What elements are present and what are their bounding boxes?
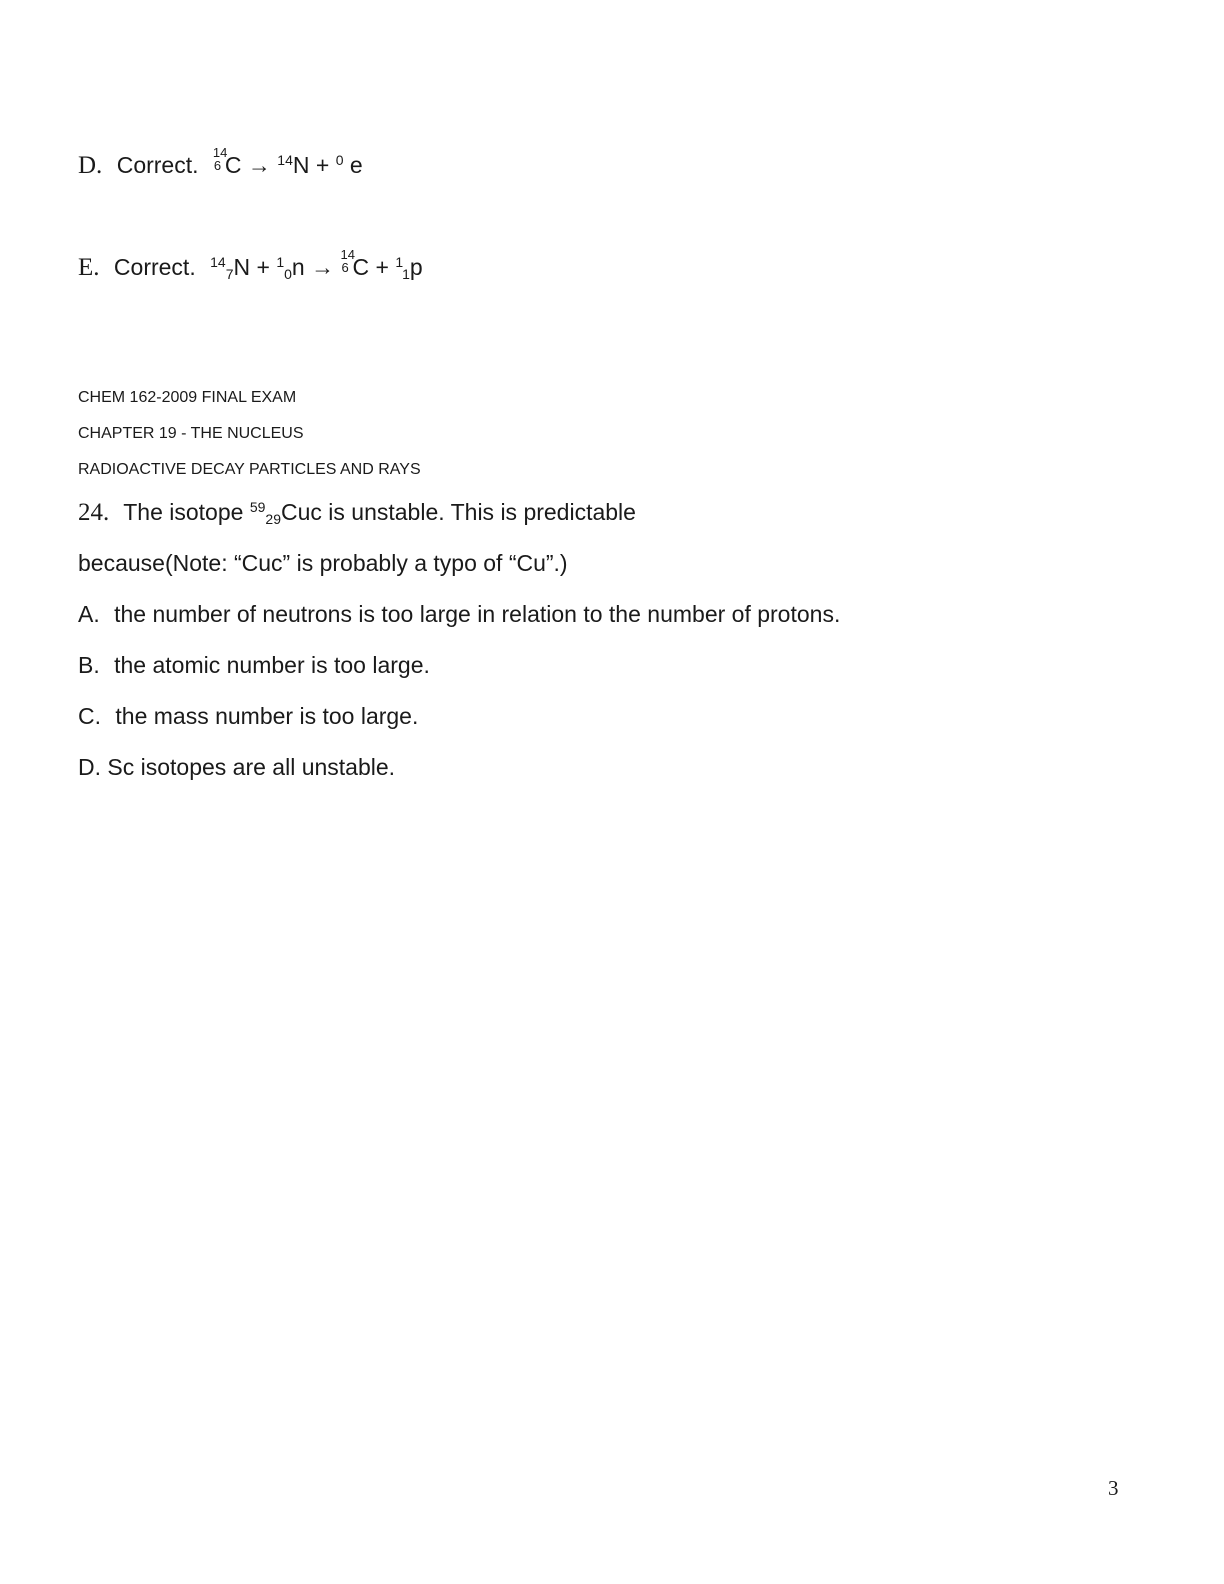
question-isotope-mass: 59: [249, 499, 266, 516]
answer-e-proton-symbol: p: [409, 254, 423, 280]
option-c-text: the mass number is too large.: [115, 703, 419, 729]
answer-d-electron-charge: 0: [335, 152, 344, 169]
answer-d-nitrogen-mass: 14: [277, 152, 293, 169]
question-text-before: The isotope: [123, 499, 244, 525]
option-b-letter: B.: [78, 652, 100, 678]
answer-e-word: Correct.: [113, 254, 196, 280]
question-text-after: is unstable. This is predictable: [328, 499, 636, 525]
exam-title: CHEM 162-2009 FINAL EXAM: [78, 389, 297, 406]
answer-d-nitrogen-symbol: N: [292, 152, 310, 178]
answer-e-plus-1: +: [256, 254, 270, 280]
answer-d-carbon-symbol: C: [224, 152, 242, 178]
option-d: [78, 752, 395, 782]
answer-d-arrow: →: [247, 152, 271, 178]
answer-e-proton-mass: 1: [395, 254, 403, 271]
option-d-letter: D.: [78, 754, 101, 780]
answer-e-arrow: →: [311, 254, 335, 280]
answer-d-letter: D.: [78, 152, 103, 179]
chapter-title: CHAPTER 19 - THE NUCLEUS: [78, 425, 304, 442]
answer-e-line: [78, 247, 423, 283]
question-number: 24.: [78, 499, 110, 526]
option-a: [78, 599, 840, 629]
answer-d-word: Correct.: [116, 152, 199, 178]
question-isotope-symbol: Cuc: [280, 499, 322, 525]
question-line-1: [78, 497, 636, 528]
question-line-2: because(Note: “Cuc” is probably a typo of “Cu”.): [78, 550, 568, 576]
answer-d-carbon-numbers: 14 6: [212, 145, 228, 173]
answer-e-proton-atomic: 1: [402, 266, 410, 283]
topic-title: RADIOACTIVE DECAY PARTICLES AND RAYS: [78, 461, 421, 478]
option-c-letter: C.: [78, 703, 101, 729]
option-b-text: the atomic number is too large.: [114, 652, 430, 678]
answer-e-nitrogen-symbol: N: [233, 254, 251, 280]
option-a-letter: A.: [78, 601, 100, 627]
answer-d-line: [78, 145, 363, 181]
option-a-text: the number of neutrons is too large in relation to the number of protons.: [114, 601, 841, 627]
answer-e-neutron-mass: 1: [276, 254, 285, 271]
answer-e-neutron-atomic: 0: [284, 266, 292, 283]
answer-e-carbon-numbers: 14 6: [340, 247, 355, 275]
option-b: [78, 650, 430, 680]
option-d-text: Sc isotopes are all unstable.: [107, 754, 396, 780]
answer-e-carbon-symbol: C: [352, 254, 370, 280]
answer-e-letter: E.: [78, 254, 100, 281]
answer-d-electron-symbol: e: [349, 152, 363, 178]
option-c: [78, 701, 418, 731]
answer-e-nitrogen-atomic: 7: [225, 266, 234, 283]
answer-d-plus: +: [315, 152, 330, 178]
answer-e-nitrogen-mass: 14: [210, 254, 226, 271]
answer-e-plus-2: +: [375, 254, 389, 280]
answer-e-neutron-symbol: n: [291, 254, 305, 280]
page-number: 3: [1108, 1476, 1119, 1500]
question-isotope-atomic: 29: [265, 511, 281, 528]
